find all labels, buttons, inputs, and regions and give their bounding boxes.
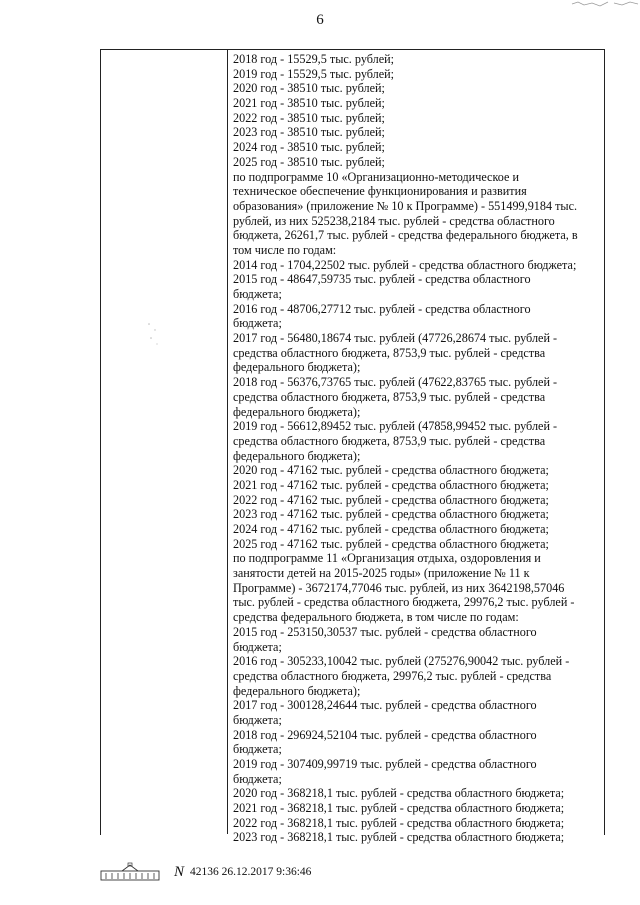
text-line: федерального бюджета); — [233, 404, 361, 419]
text-line: средства федерального бюджета, в том числе по годам: — [233, 610, 519, 625]
text-line: средства областного бюджета, 8753,9 тыс. рублей - средства — [233, 389, 546, 404]
text-line: федерального бюджета); — [233, 360, 361, 375]
text-line: 2025 год - 38510 тыс. рублей; — [233, 154, 385, 169]
table-column-divider — [227, 49, 228, 834]
text-line: 2017 год - 300128,24644 тыс. рублей - средства областного — [233, 698, 537, 713]
text-line: образования» (приложение № 10 к Программе) - 551499,9184 тыс. — [233, 198, 578, 213]
text-line: 2019 год - 56612,89452 тыс. рублей (47858,99452 тыс. рублей - — [233, 419, 558, 434]
document-registration-info: 42136 26.12.2017 9:36:46 — [190, 866, 312, 878]
text-line: 2021 год - 38510 тыс. рублей; — [233, 96, 385, 111]
text-line: 2024 год - 47162 тыс. рублей - средства областного бюджета; — [233, 522, 549, 536]
text-line: 2018 год - 296924,52104 тыс. рублей - средства областного — [233, 727, 537, 742]
text-line: 2025 год - 47162 тыс. рублей - средства областного бюджета; — [233, 536, 549, 551]
text-line: бюджета; — [233, 287, 282, 301]
text-line: по подпрограмме 10 «Организационно-методическое и — [233, 169, 519, 184]
text-line: 2022 год - 368218,1 тыс. рублей - средства областного бюджета; — [233, 815, 565, 830]
text-line: 2019 год - 15529,5 тыс. рублей; — [233, 66, 395, 81]
text-line: 2022 год - 47162 тыс. рублей - средства областного бюджета; — [233, 492, 549, 507]
text-line: занятости детей на 2015-2025 годы» (приложение № 11 к — [233, 566, 530, 581]
text-line: 2020 год - 47162 тыс. рублей - средства областного бюджета; — [233, 463, 549, 478]
text-line: 2020 год - 368218,1 тыс. рублей - средства областного бюджета; — [233, 786, 565, 801]
text-line: рублей, из них 525238,2184 тыс. рублей - средства областного — [233, 213, 555, 228]
text-line: 2014 год - 1704,22502 тыс. рублей - средства областного бюджета; — [233, 257, 577, 272]
text-line: бюджета; — [233, 316, 282, 331]
text-line: 2016 год - 48706,27712 тыс. рублей - средства областного — [233, 301, 531, 316]
text-line: бюджета; — [233, 712, 282, 727]
program-text — [233, 52, 601, 845]
text-line: по подпрограмме 11 «Организация отдыха, оздоровления и — [233, 551, 541, 566]
text-line: 2023 год - 368218,1 тыс. рублей - средства областного бюджета; — [233, 830, 565, 845]
text-line: 2018 год - 56376,73765 тыс. рублей (47622,83765 тыс. рублей - — [233, 375, 558, 390]
text-line: федерального бюджета); — [233, 448, 361, 463]
text-line: 2021 год - 368218,1 тыс. рублей - средства областного бюджета; — [233, 801, 565, 816]
text-line: бюджета; — [233, 771, 282, 786]
text-line: 2018 год - 15529,5 тыс. рублей; — [233, 52, 395, 66]
text-line: 2019 год - 307409,99719 тыс. рублей - средства областного — [233, 757, 537, 771]
text-line: бюджета; — [233, 639, 282, 654]
page-number: 6 — [316, 12, 324, 28]
text-line: 2015 год - 48647,59735 тыс. рублей - средства областного — [233, 272, 531, 287]
text-line: бюджета; — [233, 742, 282, 757]
footer — [100, 862, 311, 882]
text-line: 2022 год - 38510 тыс. рублей; — [233, 110, 385, 125]
text-line: бюджета, 26261,7 тыс. рублей - средства федерального бюджета, в — [233, 228, 578, 243]
text-line: средства областного бюджета, 29976,2 тыс. рублей - средства — [233, 668, 552, 683]
text-line: федерального бюджета); — [233, 683, 361, 698]
building-seal-icon — [100, 862, 160, 882]
text-line: средства областного бюджета, 8753,9 тыс. рублей - средства — [233, 345, 546, 360]
text-line: том числе по годам: — [233, 242, 337, 257]
text-line: 2016 год - 305233,10042 тыс. рублей (275276,90042 тыс. рублей - — [233, 654, 570, 669]
text-line: Программе) - 3672174,77046 тыс. рублей, из них 3642198,57046 — [233, 580, 565, 595]
text-line: средства областного бюджета, 8753,9 тыс. рублей - средства — [233, 433, 546, 448]
text-line: 2020 год - 38510 тыс. рублей; — [233, 81, 385, 96]
text-line: 2017 год - 56480,18674 тыс. рублей (47726,28674 тыс. рублей - — [233, 331, 558, 346]
text-line: тыс. рублей - средства областного бюджета, 29976,2 тыс. рублей - — [233, 595, 575, 610]
text-line: 2015 год - 253150,30537 тыс. рублей - средства областного — [233, 624, 537, 639]
text-line: 2024 год - 38510 тыс. рублей; — [233, 140, 385, 155]
text-line: техническое обеспечение функционирования и развития — [233, 184, 527, 199]
corner-scribble-icon — [570, 0, 640, 12]
text-line: 2021 год - 47162 тыс. рублей - средства областного бюджета; — [233, 477, 549, 492]
text-line: 2023 год - 38510 тыс. рублей; — [233, 125, 385, 140]
document-number-mark: N — [174, 863, 185, 880]
text-line: 2023 год - 47162 тыс. рублей - средства областного бюджета; — [233, 507, 549, 522]
